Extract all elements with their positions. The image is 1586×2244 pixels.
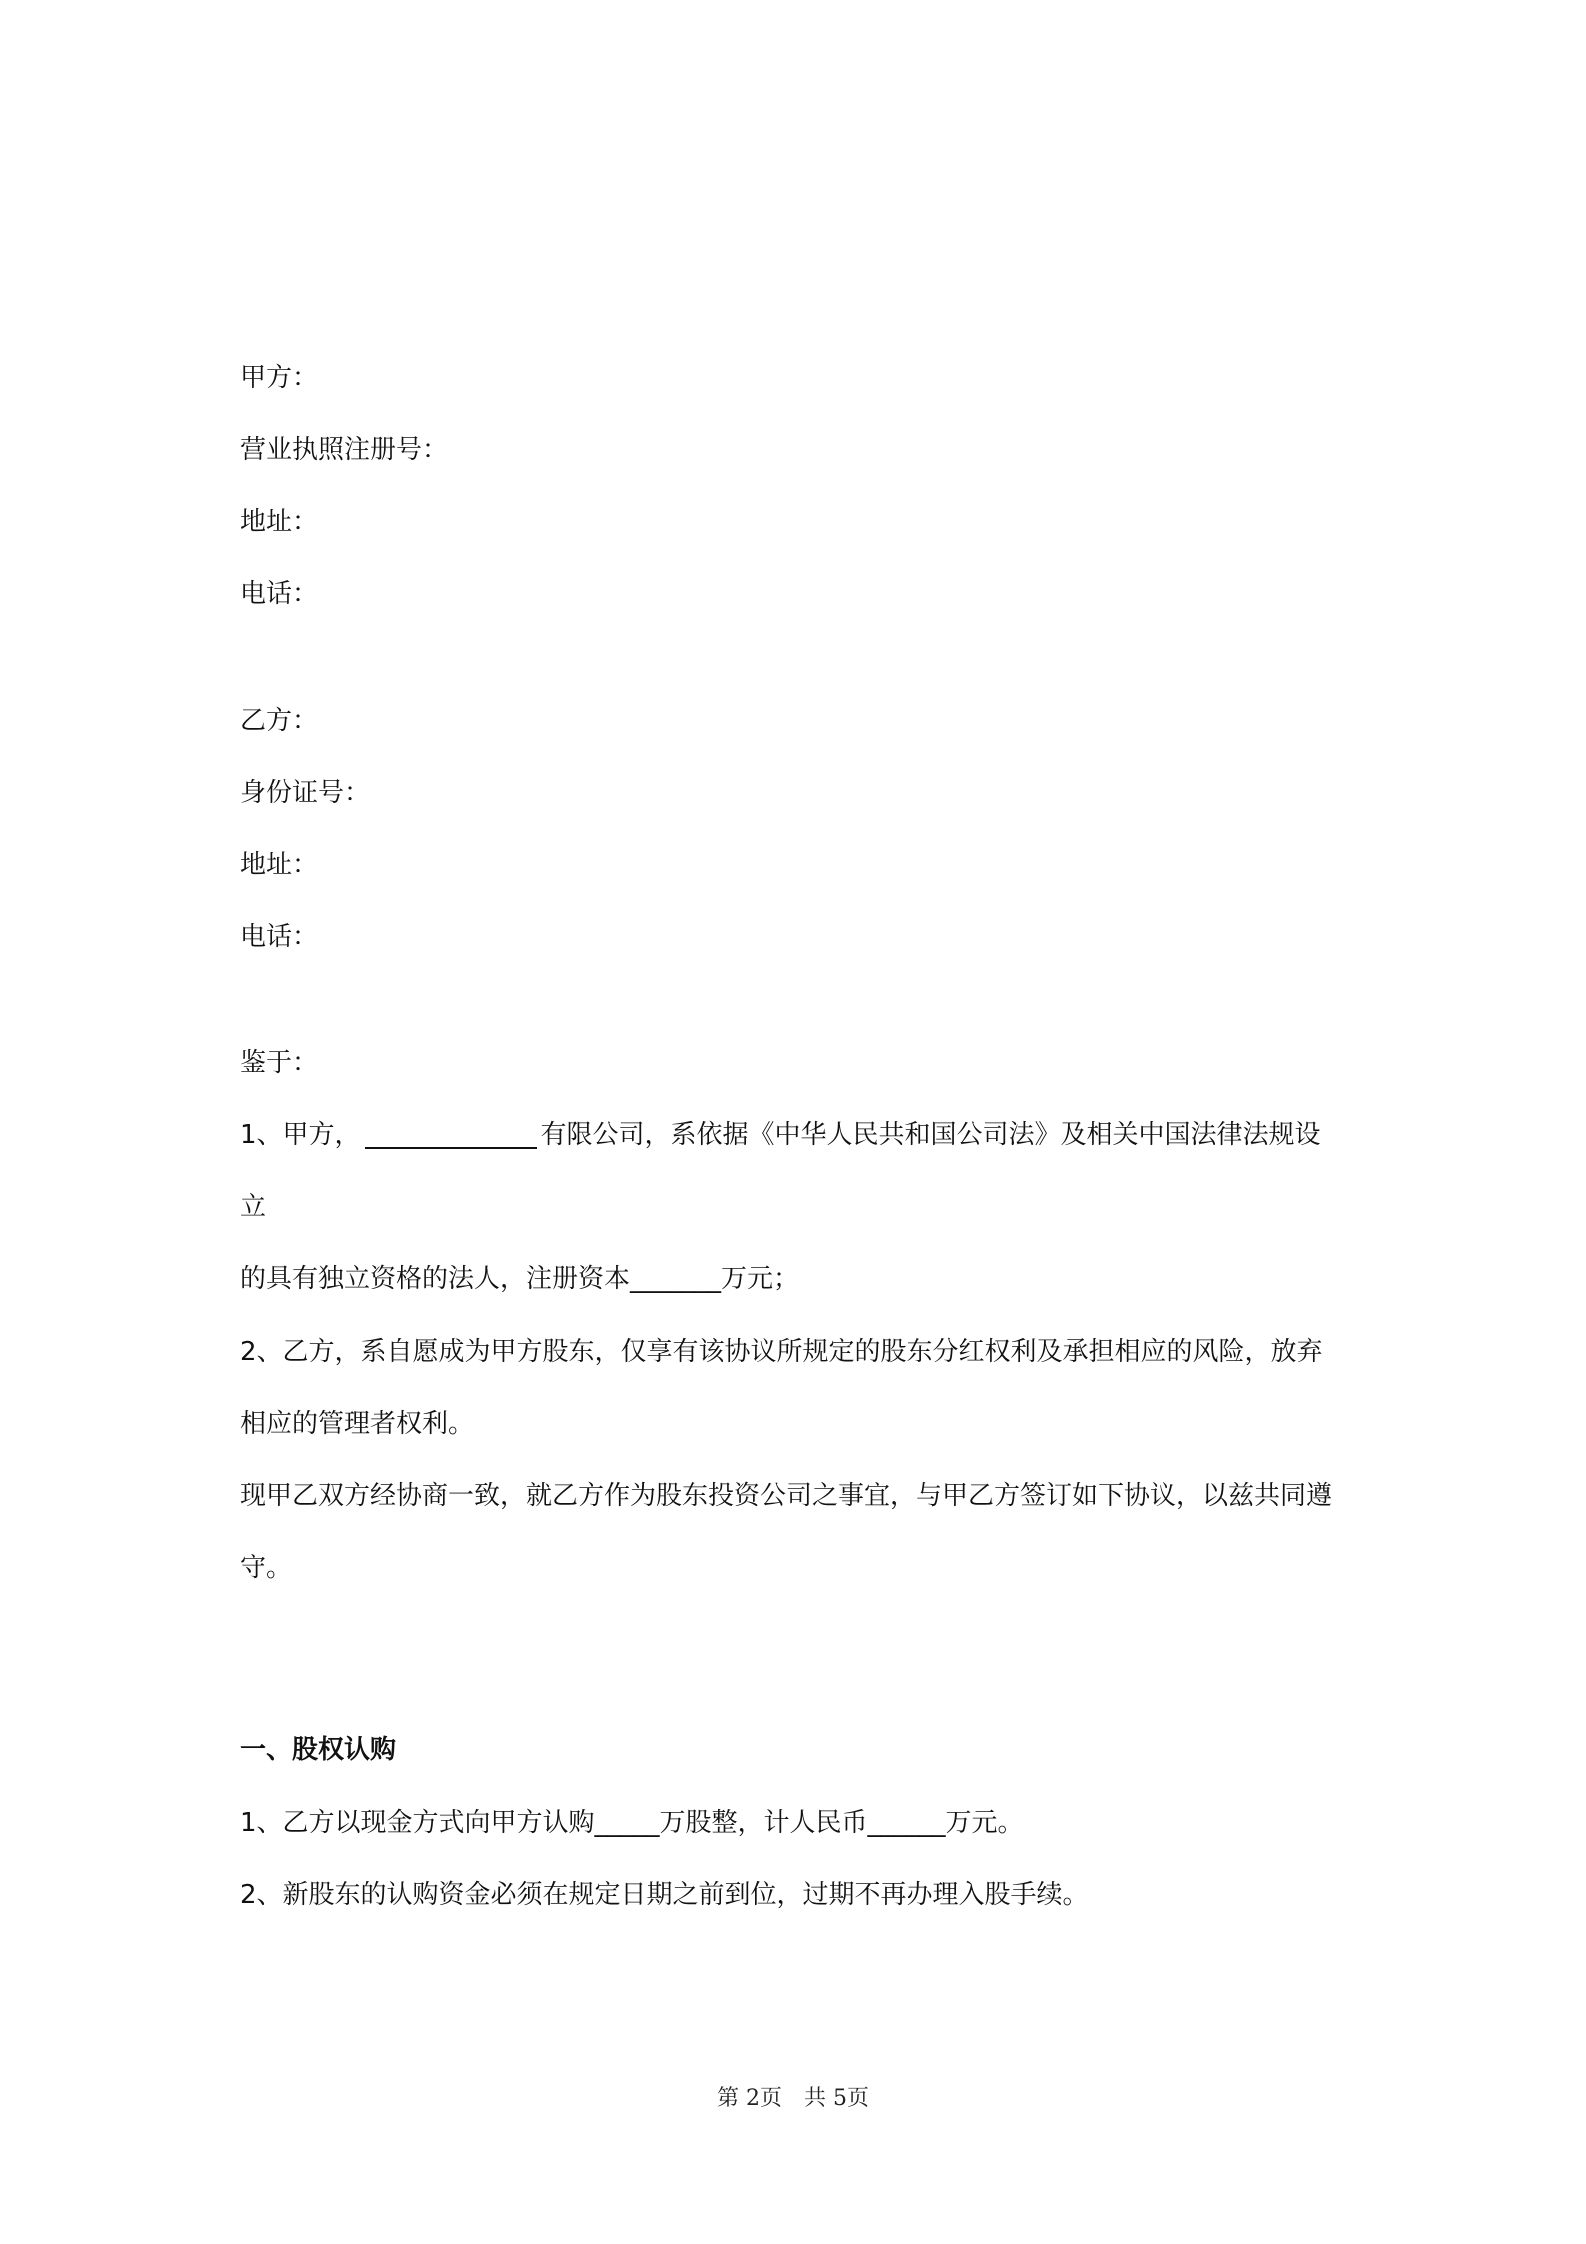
recital-item-2-wrap: 相应的管理者权利。	[240, 1409, 475, 1439]
recital-closing-wrap: 守。	[240, 1553, 293, 1583]
party-a-label: 甲方：	[240, 363, 319, 393]
party-b-label: 乙方：	[240, 706, 319, 736]
recital-item-1-prefix: 1、甲方，	[240, 1120, 361, 1150]
party-b-phone-label: 电话：	[240, 922, 319, 952]
party-a-license-label: 营业执照注册号：	[240, 435, 449, 465]
page-number-total: 共 5页	[804, 2086, 869, 2111]
recitals-heading: 鉴于：	[240, 1048, 319, 1078]
party-b-address-label: 地址：	[240, 850, 319, 880]
recital-item-1-wrap: 立	[240, 1192, 267, 1222]
recital-item-1-capital: 的具有独立资格的法人，注册资本_______万元；	[240, 1264, 800, 1294]
recital-item-1-text: 有限公司，系依据《中华人民共和国公司法》及相关中国法律法规设	[540, 1120, 1321, 1150]
section-1-item-2: 2、新股东的认购资金必须在规定日期之前到位，过期不再办理入股手续。	[240, 1880, 1089, 1910]
party-a-address-label: 地址：	[240, 507, 319, 537]
company-name-blank	[365, 1147, 537, 1149]
recital-item-2: 2、乙方，系自愿成为甲方股东，仅享有该协议所规定的股东分红权利及承担相应的风险，放弃	[240, 1337, 1323, 1367]
section-1-title: 一、股权认购	[240, 1735, 397, 1765]
page-footer	[0, 2084, 1586, 2114]
section-1-item-1: 1、乙方以现金方式向甲方认购_____万股整，计人民币______万元。	[240, 1808, 1024, 1838]
recital-closing: 现甲乙双方经协商一致，就乙方作为股东投资公司之事宜，与甲乙方签订如下协议，以兹共同遵	[240, 1481, 1333, 1511]
party-b-id-label: 身份证号：	[240, 778, 371, 808]
page-number-current: 第 2页	[717, 2086, 782, 2111]
party-a-phone-label: 电话：	[240, 579, 319, 609]
recital-item-1	[240, 1117, 1321, 1153]
